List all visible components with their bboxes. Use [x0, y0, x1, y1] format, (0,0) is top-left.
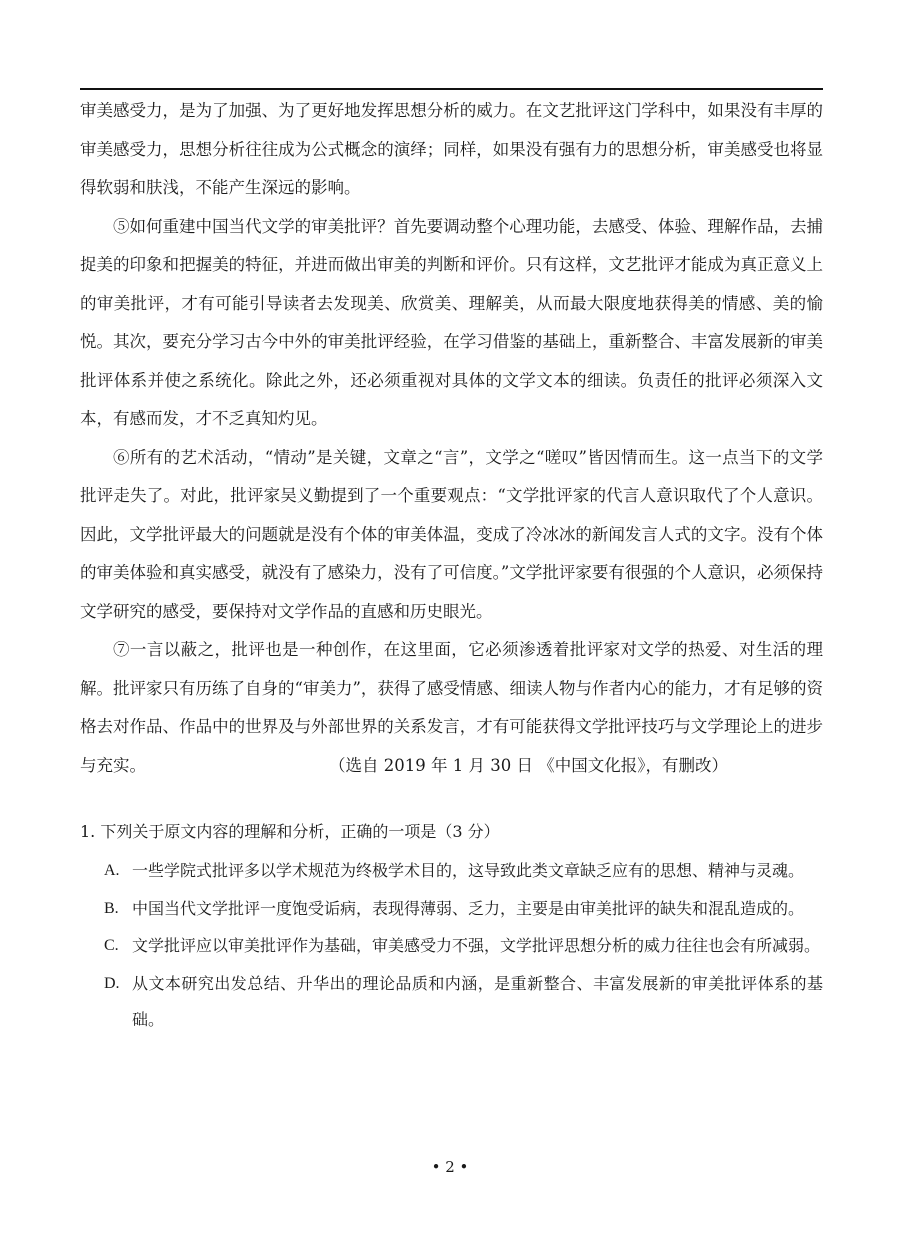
- paragraph-7-text: ⑦一言以蔽之，批评也是一种创作，在这里面，它必须渗透着批评家对文学的热爱、对生活的理解。批评家只有历练了自身的“审美力”，获得了感受情感、细读人物与作者内心的能力，才有足够的资格去对作品、作品中的世界及与外部世界的关系发言，才有可能获得文学批评技巧与文学理论上的进步与充实。: [80, 640, 823, 775]
- option-letter: D.: [104, 974, 120, 992]
- article-body: [80, 92, 823, 785]
- paragraph-5: ⑤如何重建中国当代文学的审美批评？首先要调动整个心理功能，去感受、体验、理解作品，去捕捉美的印象和把握美的特征，并进而做出审美的判断和评价。只有这样，文艺批评才能成为真正意义上的审美批评，才有可能引导读者去发现美、欣赏美、理解美，从而最大限度地获得美的情感、美的愉悦。其次，要充分学习古今中外的审美批评经验，在学习借鉴的基础上，重新整合、丰富发展新的审美批评体系并使之系统化。除此之外，还必须重视对具体的文学文本的细读。负责任的批评必须深入文本，有感而发，才不乏真知灼见。: [80, 216, 823, 428]
- option-b[interactable]: [80, 891, 823, 928]
- option-letter: C.: [104, 937, 119, 954]
- option-text: 一些学院式批评多以学术规范为终极学术目的，这导致此类文章缺乏应有的思想、精神与灵魂。: [132, 861, 805, 880]
- paragraph-continued: 审美感受力，是为了加强、为了更好地发挥思想分析的威力。在文艺批评这门学科中，如果没有丰厚的审美感受力，思想分析往往成为公式概念的演绎；同样，如果没有强有力的思想分析，审美感受也将显得软弱和肤浅，不能产生深远的影响。: [80, 101, 823, 197]
- option-c[interactable]: [80, 928, 823, 965]
- option-text: 从文本研究出发总结、升华出的理论品质和内涵，是重新整合、丰富发展新的审美批评体系的基础。: [132, 973, 823, 1029]
- option-text: 中国当代文学批评一度饱受诟病，表现得薄弱、乏力，主要是由审美批评的缺失和混乱造成的。: [132, 898, 805, 918]
- question-1: [80, 815, 823, 1040]
- page-number: • 2 •: [431, 1158, 469, 1176]
- header-rule: [80, 88, 823, 90]
- option-d[interactable]: [80, 966, 823, 1039]
- paragraph-7: [80, 631, 823, 785]
- option-text: 文学批评应以审美批评作为基础，审美感受力不强，文学批评思想分析的威力往往也会有所减弱。: [132, 936, 821, 955]
- source-citation: （选自 2019 年 1 月 30 日 《中国文化报》，有删改）: [329, 755, 728, 775]
- option-a[interactable]: [80, 853, 823, 890]
- option-letter: B.: [104, 899, 119, 917]
- paragraph-6: ⑥所有的艺术活动，“情动”是关键，文章之“言”，文学之“嗟叹”皆因情而生。这一点当下的文学批评走失了。对此，批评家吴义勤提到了一个重要观点：“文学批评家的代言人意识取代了个人意识。因此，文学批评最大的问题就是没有个体的审美体温，变成了冷冰冰的新闻发言人式的文字。没有个体的审美体验和真实感受，就没有了感染力，没有了可信度。”文学批评家要有很强的个人意识，必须保持文学研究的感受，要保持对文学作品的直感和历史眼光。: [80, 447, 823, 621]
- question-stem: 1. 下列关于原文内容的理解和分析，正确的一项是（3 分）: [80, 822, 500, 841]
- option-letter: A.: [104, 862, 120, 879]
